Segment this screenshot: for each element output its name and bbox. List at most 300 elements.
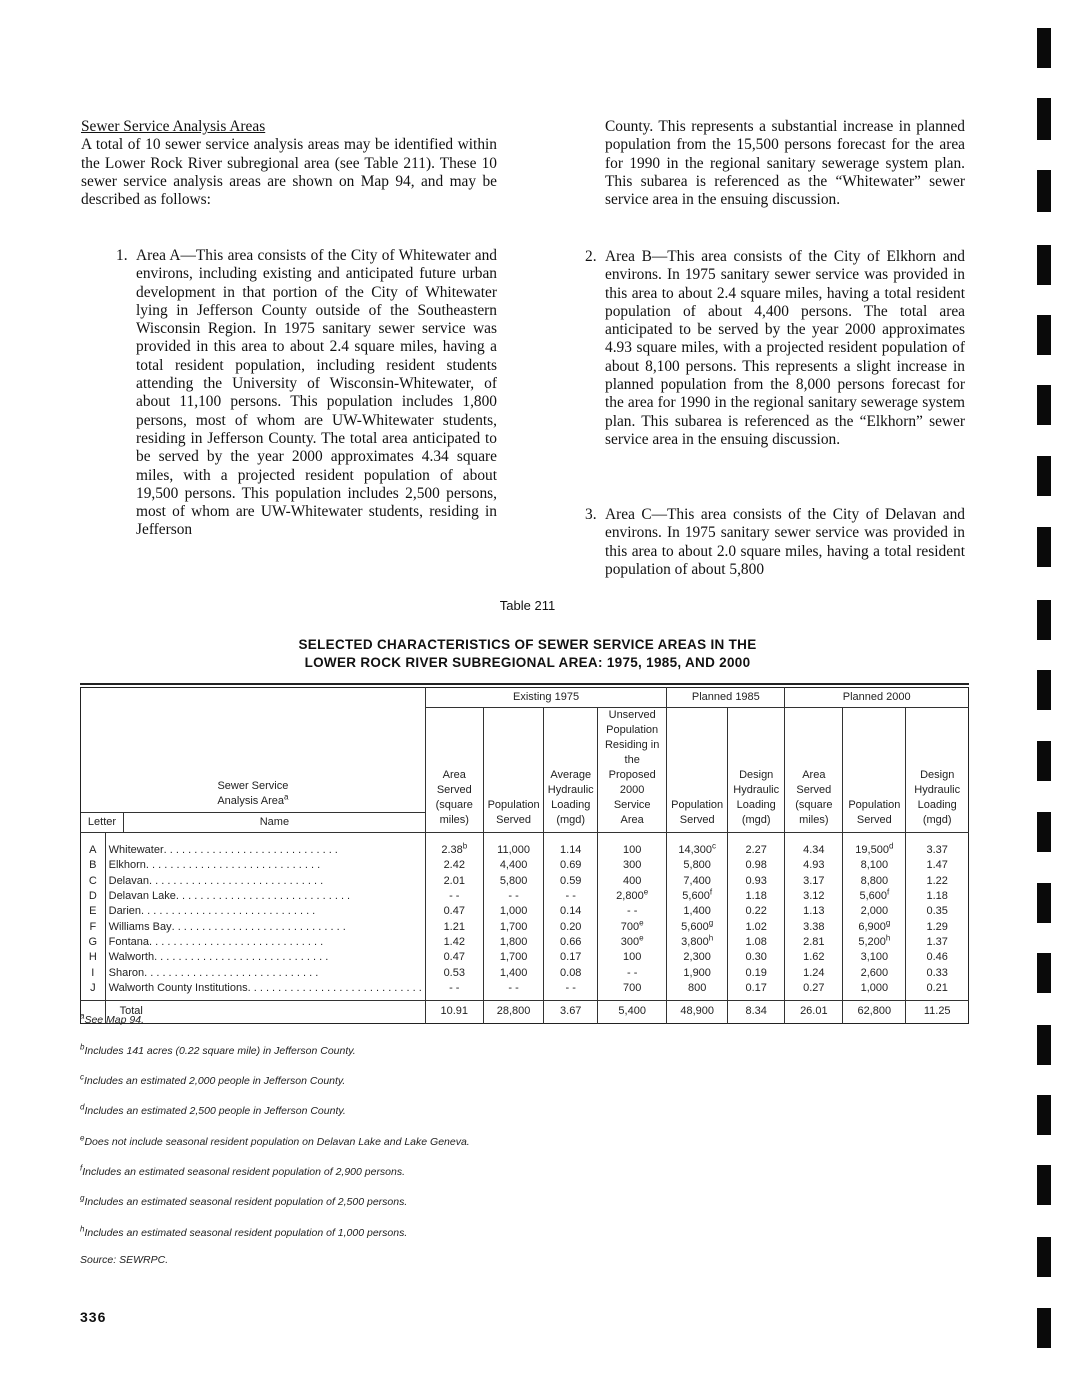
population-served-1985 (667, 874, 728, 889)
total-des00 (906, 1000, 969, 1023)
area-served-2000 (785, 904, 843, 919)
row-name-value: Elkhorn (108, 859, 146, 872)
area-served-2000 (785, 935, 843, 950)
hydraulic-loading-1975-value: 0.17 (560, 951, 582, 964)
margin-bar (1037, 883, 1051, 923)
design-hydraulic-1985 (728, 843, 785, 858)
footnote-ref: e (643, 887, 649, 897)
population-served-1985-value: 5,600 (682, 890, 710, 903)
area-served-1975 (425, 919, 483, 934)
area-served-2000 (785, 843, 843, 858)
margin-bar (1037, 315, 1051, 355)
total-label (105, 1000, 425, 1023)
area-served-1975-value: 0.47 (443, 951, 465, 964)
row-name-value: Walworth County Institutions (108, 981, 248, 994)
footnote-ref: e (639, 933, 644, 943)
margin-bar (1037, 953, 1051, 993)
unserved-population-value: 100 (622, 844, 642, 857)
area-served-2000-value: 1.24 (803, 966, 825, 979)
table-title-line2: LOWER ROCK RIVER SUBREGIONAL AREA: 1975, 1985, AND 2000 (304, 655, 751, 670)
population-served-1985-value: 800 (687, 981, 707, 994)
row-name (105, 981, 425, 996)
footnote-mark: a (80, 1011, 85, 1021)
footnote-text: Includes an estimated seasonal resident population of 2,900 persons. (82, 1166, 406, 1178)
design-hydraulic-1985 (728, 889, 785, 904)
row-name-value: Delavan (108, 874, 149, 887)
design-hydraulic-1985-value: 0.98 (745, 859, 767, 872)
row-letter-value: E (89, 905, 97, 918)
footnote-ref: d (888, 841, 894, 851)
population-served-1975-value: - - (508, 981, 519, 994)
population-served-1985-value: 1,900 (683, 966, 711, 979)
row-letter (81, 919, 106, 934)
list-item-area-c (585, 506, 965, 579)
footnote (80, 1042, 356, 1057)
population-served-1975-value: 1,800 (499, 935, 528, 948)
table-row (81, 935, 969, 950)
population-served-1975 (483, 935, 544, 950)
table-row (81, 919, 969, 934)
dot-leader: . . . . . . . . . . . . . . . . . . . . . . . . . . . . . (144, 966, 319, 979)
page-number: 336 (80, 1309, 107, 1325)
population-served-1985 (667, 981, 728, 996)
design-hydraulic-2000-value: 0.35 (926, 905, 948, 918)
margin-bar (1037, 812, 1051, 852)
unserved-population-value: - - (626, 905, 638, 918)
area-served-1975-value: - - (449, 981, 460, 994)
footnote-ref: f (709, 887, 713, 897)
design-hydraulic-1985 (728, 950, 785, 965)
design-hydraulic-1985-value: 1.08 (745, 935, 767, 948)
spacer-row (81, 833, 969, 844)
unserved-population (598, 981, 667, 996)
row-letter (81, 965, 106, 980)
col-name: Name (259, 816, 290, 828)
table-title-line1: SELECTED CHARACTERISTICS OF SEWER SERVICE AREAS IN THE (298, 637, 757, 652)
row-letter (81, 874, 106, 889)
table-row (81, 950, 969, 965)
unserved-population-value: 300 (622, 859, 642, 872)
margin-bar (1037, 1095, 1051, 1135)
total-hyd75-value: 3.67 (560, 1005, 582, 1018)
row-letter (81, 858, 106, 873)
footnote (80, 1193, 408, 1208)
hydraulic-loading-1975 (544, 874, 598, 889)
col-area-served-2000: Area Served (square miles) (785, 708, 843, 833)
area-served-2000 (785, 919, 843, 934)
row-letter-value: J (90, 981, 96, 994)
row-name (105, 843, 425, 858)
hydraulic-loading-1975 (544, 858, 598, 873)
population-served-2000-value: 8,100 (860, 859, 889, 872)
hydraulic-loading-1975-value: 0.08 (560, 966, 582, 979)
row-name (105, 874, 425, 889)
design-hydraulic-1985-value: 1.02 (745, 920, 767, 933)
row-name (105, 965, 425, 980)
design-hydraulic-1985-value: 0.93 (745, 874, 767, 887)
design-hydraulic-1985 (728, 919, 785, 934)
population-served-1985 (667, 843, 728, 858)
hydraulic-loading-1975 (544, 965, 598, 980)
right-column-continuation (605, 118, 965, 209)
design-hydraulic-2000-value: 1.47 (926, 859, 948, 872)
dot-leader: . . . . . . . . . . . . . . . . . . . . . . . . . . . . . (145, 859, 321, 872)
dot-leader: . . . . . . . . . . . . . . . . . . . . . . . . . . . . . (149, 935, 324, 948)
col-design-hydraulic-1985: Design Hydraulic Loading (mgd) (728, 708, 785, 833)
margin-bar (1037, 527, 1051, 567)
table-row (81, 874, 969, 889)
row-letter (81, 889, 106, 904)
design-hydraulic-2000-value: 1.29 (926, 920, 948, 933)
area-served-2000-value: 3.38 (803, 920, 825, 933)
hydraulic-loading-1975 (544, 950, 598, 965)
population-served-2000 (843, 858, 906, 873)
population-served-2000-value: 8,800 (860, 874, 889, 887)
design-hydraulic-2000-value: 3.37 (926, 844, 948, 857)
area-served-1975-value: 1.21 (443, 920, 465, 933)
total-area00-value: 26.01 (800, 1005, 828, 1018)
margin-bar (1037, 741, 1051, 781)
row-letter (81, 981, 106, 996)
area-served-2000-value: 2.81 (803, 935, 825, 948)
total-unserved-value: 5,400 (618, 1005, 646, 1018)
footnote-ref: c (711, 841, 716, 851)
total-des00-value: 11.25 (923, 1005, 951, 1018)
footnote (80, 1163, 406, 1178)
design-hydraulic-2000 (906, 843, 969, 858)
footnote-mark: f (80, 1163, 83, 1173)
row-letter-value: C (88, 874, 97, 887)
row-letter (81, 843, 106, 858)
total-des85 (728, 1000, 785, 1023)
row-name (105, 919, 425, 934)
population-served-2000 (843, 904, 906, 919)
total-pop00-value: 62,800 (857, 1005, 892, 1018)
row-letter (81, 904, 106, 919)
population-served-1985 (667, 919, 728, 934)
total-pop00 (843, 1000, 906, 1023)
unserved-population-value: 2,800 (616, 890, 644, 903)
area-served-1975-value: 2.38 (441, 844, 463, 857)
population-served-2000 (843, 919, 906, 934)
group-existing-1975: Existing 1975 (425, 688, 667, 708)
margin-bar (1037, 1025, 1051, 1065)
group-planned-1985: Planned 1985 (667, 688, 785, 708)
footnote-ref: h (885, 933, 891, 943)
data-table (80, 687, 969, 1024)
design-hydraulic-2000-value: 1.22 (926, 874, 948, 887)
population-served-1975 (483, 950, 544, 965)
area-served-1975-value: - - (449, 890, 460, 903)
table-source: Source: SEWRPC. (80, 1254, 169, 1266)
row-name-value: Fontana (108, 935, 149, 948)
area-served-1975 (425, 858, 483, 873)
hydraulic-loading-1975 (544, 904, 598, 919)
area-served-1975 (425, 981, 483, 996)
population-served-2000-value: 3,100 (860, 951, 889, 964)
col-letter: Letter (81, 813, 124, 832)
population-served-1975-value: - - (508, 890, 519, 903)
row-name-value: Walworth (108, 951, 155, 964)
population-served-2000-value: 5,600 (859, 890, 887, 903)
row-letter (81, 950, 106, 965)
design-hydraulic-2000-value: 1.18 (926, 890, 948, 903)
total-des85-value: 8.34 (745, 1005, 767, 1018)
dot-leader: . . . . . . . . . . . . . . . . . . . . . . . . . . . . . (175, 890, 351, 903)
population-served-2000 (843, 950, 906, 965)
unserved-population (598, 919, 667, 934)
area-served-2000 (785, 889, 843, 904)
area-served-2000-value: 4.93 (803, 859, 825, 872)
col-area-served-1975: Area Served (square miles) (425, 708, 483, 833)
col-unserved-population: Unserved Population Residing in the Proposed 2000 Service Area (598, 708, 667, 833)
area-served-2000-value: 0.27 (803, 981, 825, 994)
design-hydraulic-1985-value: 0.19 (745, 966, 767, 979)
population-served-2000-value: 1,000 (860, 981, 889, 994)
population-served-1975 (483, 889, 544, 904)
design-hydraulic-2000 (906, 874, 969, 889)
area-served-1975-value: 2.42 (443, 859, 465, 872)
total-pop75 (483, 1000, 544, 1023)
footnote (80, 1224, 408, 1239)
hydraulic-loading-1975 (544, 981, 598, 996)
footnote-ref: g (885, 917, 891, 927)
footnote-ref: g (708, 917, 714, 927)
population-served-2000 (843, 889, 906, 904)
area-served-2000 (785, 874, 843, 889)
left-column-intro (81, 118, 497, 209)
footnote-mark: h (80, 1224, 85, 1234)
footnote-mark: g (80, 1193, 85, 1203)
table-row (81, 843, 969, 858)
population-served-2000 (843, 843, 906, 858)
footnote-ref: f (887, 887, 890, 897)
unserved-population (598, 843, 667, 858)
design-hydraulic-1985-value: 1.18 (745, 890, 767, 903)
area-header: Sewer Service Analysis Area$^a$ (217, 780, 289, 807)
table-row (81, 858, 969, 873)
population-served-2000-value: 19,500 (855, 844, 889, 857)
design-hydraulic-1985-value: 0.22 (745, 905, 767, 918)
unserved-population-value: 400 (622, 874, 642, 887)
hydraulic-loading-1975 (544, 935, 598, 950)
total-pop85-value: 48,900 (680, 1005, 714, 1018)
area-served-1975 (425, 889, 483, 904)
population-served-1985-value: 3,800 (681, 935, 709, 948)
population-served-2000 (843, 981, 906, 996)
row-letter (81, 935, 106, 950)
margin-bar (1037, 28, 1051, 68)
area-served-1975 (425, 843, 483, 858)
population-served-1975-value: 1,000 (499, 905, 528, 918)
intro-paragraph: A total of 10 sewer service analysis areas may be identified within the Lower Rock River subregional area (see Table 211). These 10 sewer service analysis areas are shown on Map 94, and may be described as follows: (81, 136, 497, 209)
footnote-text: Includes an estimated seasonal resident population of 2,500 persons. (84, 1196, 408, 1208)
row-name-value: Delavan Lake (108, 890, 176, 903)
list-number: 1. (116, 247, 128, 264)
population-served-1975 (483, 874, 544, 889)
footnote-text: Includes an estimated seasonal resident population of 1,000 persons. (84, 1227, 408, 1239)
row-name-value: Darien (108, 905, 142, 918)
design-hydraulic-2000 (906, 919, 969, 934)
footnote-mark: b (80, 1042, 85, 1052)
design-hydraulic-1985-value: 2.27 (745, 844, 767, 857)
row-letter-value: H (88, 951, 97, 964)
row-name (105, 889, 425, 904)
footnote-ref: e (639, 917, 644, 927)
hydraulic-loading-1975-value: 0.20 (560, 920, 582, 933)
row-name (105, 950, 425, 965)
margin-bar (1037, 98, 1051, 140)
group-planned-2000: Planned 2000 (785, 688, 969, 708)
population-served-2000-value: 6,900 (858, 920, 886, 933)
design-hydraulic-1985-value: 0.30 (745, 951, 767, 964)
col-population-served-2000: Population Served (843, 708, 906, 833)
area-served-2000 (785, 981, 843, 996)
design-hydraulic-2000 (906, 981, 969, 996)
footnote-ref: a (284, 792, 289, 802)
population-served-1985-value: 2,300 (683, 951, 711, 964)
section-heading: Sewer Service Analysis Areas (81, 118, 266, 135)
area-served-2000-value: 4.34 (803, 844, 825, 857)
footnote-text: Includes an estimated 2,000 people in Jefferson County. (84, 1075, 346, 1087)
design-hydraulic-1985 (728, 874, 785, 889)
area-served-2000 (785, 950, 843, 965)
unserved-population-value: 300 (620, 935, 640, 948)
population-served-1985 (667, 858, 728, 873)
col-population-served-1985: Population Served (667, 708, 728, 833)
unserved-population-value: 100 (622, 951, 642, 964)
table-row (81, 981, 969, 996)
row-name-value: Whitewater (108, 844, 164, 857)
design-hydraulic-2000 (906, 965, 969, 980)
margin-bar (1037, 170, 1051, 212)
design-hydraulic-1985 (728, 935, 785, 950)
design-hydraulic-2000 (906, 950, 969, 965)
hydraulic-loading-1975 (544, 919, 598, 934)
population-served-1975-value: 4,400 (499, 859, 528, 872)
row-letter-value: D (88, 890, 97, 903)
table-body (81, 833, 969, 1024)
margin-bar (1037, 670, 1051, 710)
unserved-population (598, 874, 667, 889)
dot-leader: . . . . . . . . . . . . . . . . . . . . . . . . . . . . . (148, 874, 324, 887)
population-served-2000 (843, 874, 906, 889)
unserved-population (598, 889, 667, 904)
footnote-text: Includes an estimated 2,500 people in Jefferson County. (84, 1105, 346, 1117)
population-served-2000-value: 2,600 (860, 966, 889, 979)
population-served-2000-value: 5,200 (858, 935, 886, 948)
design-hydraulic-2000-value: 0.33 (926, 966, 948, 979)
unserved-population (598, 950, 667, 965)
area-served-1975 (425, 965, 483, 980)
row-letter-value: I (91, 966, 95, 979)
population-served-1975-value: 1,400 (499, 966, 528, 979)
unserved-population (598, 858, 667, 873)
row-letter-value: F (89, 920, 97, 933)
population-served-2000-value: 2,000 (860, 905, 889, 918)
col-population-served-1975: Population Served (483, 708, 544, 833)
population-served-1985-value: 7,400 (683, 874, 711, 887)
area-served-1975-value: 0.53 (443, 966, 465, 979)
design-hydraulic-2000 (906, 889, 969, 904)
list-item-area-a (116, 247, 497, 540)
footnote-ref: b (462, 841, 468, 851)
row-name (105, 858, 425, 873)
area-served-2000-value: 3.17 (803, 874, 825, 887)
table-group-header-row (81, 688, 969, 708)
continuation-paragraph: County. This represents a substantial increase in planned population from the 15,500 persons forecast for the area for 1990 in the regional sanitary sewerage system plan. This subarea is referenced as the “Whitewater” sewer service area in the ensuing discussion. (605, 118, 965, 209)
footnote-mark: d (80, 1102, 85, 1112)
unserved-population (598, 904, 667, 919)
margin-bar (1037, 385, 1051, 425)
population-served-1975 (483, 904, 544, 919)
dot-leader: . . . . . . . . . . . . . . . . . . . . . . . . . . . . . (163, 844, 338, 857)
list-item-text: Area B—This area consists of the City of Elkhorn and environs. In 1975 sanitary sewer service was provided in this area to about 2.4 square miles, having a total resident population of about 4,400 persons. The total area anticipated to be served by the year 2000 approximates 4.93 square miles, with a projected resident population of about 8,100 persons. This represents a slight increase in planned population from the 8,000 persons forecast for the area for 1990 in the regional sanitary sewerage system plan. This subarea is referenced as the “Elkhorn” sewer service area in the ensuing discussion. (605, 248, 965, 448)
hydraulic-loading-1975-value: - - (565, 981, 576, 994)
population-served-1985-value: 5,800 (683, 859, 711, 872)
total-area00 (785, 1000, 843, 1023)
population-served-1975-value: 11,000 (497, 844, 530, 857)
population-served-1985 (667, 889, 728, 904)
design-hydraulic-2000 (906, 935, 969, 950)
table-caption: Table 211 (499, 598, 556, 613)
margin-bar (1037, 245, 1051, 285)
design-hydraulic-1985 (728, 981, 785, 996)
design-hydraulic-1985 (728, 858, 785, 873)
dot-leader: . . . . . . . . . . . . . . . . . . . . . . . . . . . . . (171, 920, 346, 933)
unserved-population (598, 935, 667, 950)
area-served-1975 (425, 904, 483, 919)
area-served-1975-value: 1.42 (443, 935, 465, 948)
hydraulic-loading-1975-value: 0.69 (560, 859, 582, 872)
population-served-1985-value: 1,400 (683, 905, 711, 918)
table-row (81, 889, 969, 904)
population-served-1985-value: 5,600 (681, 920, 709, 933)
total-area75 (425, 1000, 483, 1023)
margin-bar (1037, 1165, 1051, 1205)
table-row (81, 904, 969, 919)
footnote-text: Does not include seasonal resident population on Delavan Lake and Lake Geneva. (84, 1136, 470, 1148)
hydraulic-loading-1975-value: 0.14 (560, 905, 582, 918)
dot-leader: . . . . . . . . . . . . . . . . . . . . . . . . . . . . . (247, 981, 422, 994)
row-name (105, 904, 425, 919)
footnote-mark: c (80, 1072, 84, 1082)
hydraulic-loading-1975-value: 0.59 (560, 874, 582, 887)
population-served-1975 (483, 981, 544, 996)
total-pop75-value: 28,800 (496, 1005, 531, 1018)
footnote (80, 1102, 346, 1117)
row-name (105, 935, 425, 950)
col-design-hydraulic-2000: Design Hydraulic Loading (mgd) (906, 708, 969, 833)
design-hydraulic-1985 (728, 965, 785, 980)
table-top-rule (80, 683, 969, 685)
area-served-1975-value: 2.01 (443, 874, 465, 887)
unserved-population (598, 965, 667, 980)
footnote-text: Includes 141 acres (0.22 square mile) in Jefferson County. (84, 1045, 356, 1057)
list-item-text: Area C—This area consists of the City of Delavan and environs. In 1975 sanitary sewer service was provided in this area to about 2.0 square miles, having a total resident population of about 5,800 (605, 506, 965, 578)
footnote-mark: e (80, 1133, 85, 1143)
population-served-1985-value: 14,300 (678, 844, 712, 857)
design-hydraulic-2000 (906, 904, 969, 919)
list-number: 2. (585, 248, 597, 265)
area-served-2000-value: 3.12 (803, 890, 825, 903)
footnote-ref: h (708, 933, 714, 943)
dot-leader: . . . . . . . . . . . . . . . . . . . . . . . . . . . . . (154, 951, 329, 964)
area-served-2000-value: 1.62 (803, 951, 825, 964)
population-served-1985 (667, 935, 728, 950)
design-hydraulic-2000-value: 0.46 (926, 951, 948, 964)
hydraulic-loading-1975-value: 0.66 (560, 935, 582, 948)
